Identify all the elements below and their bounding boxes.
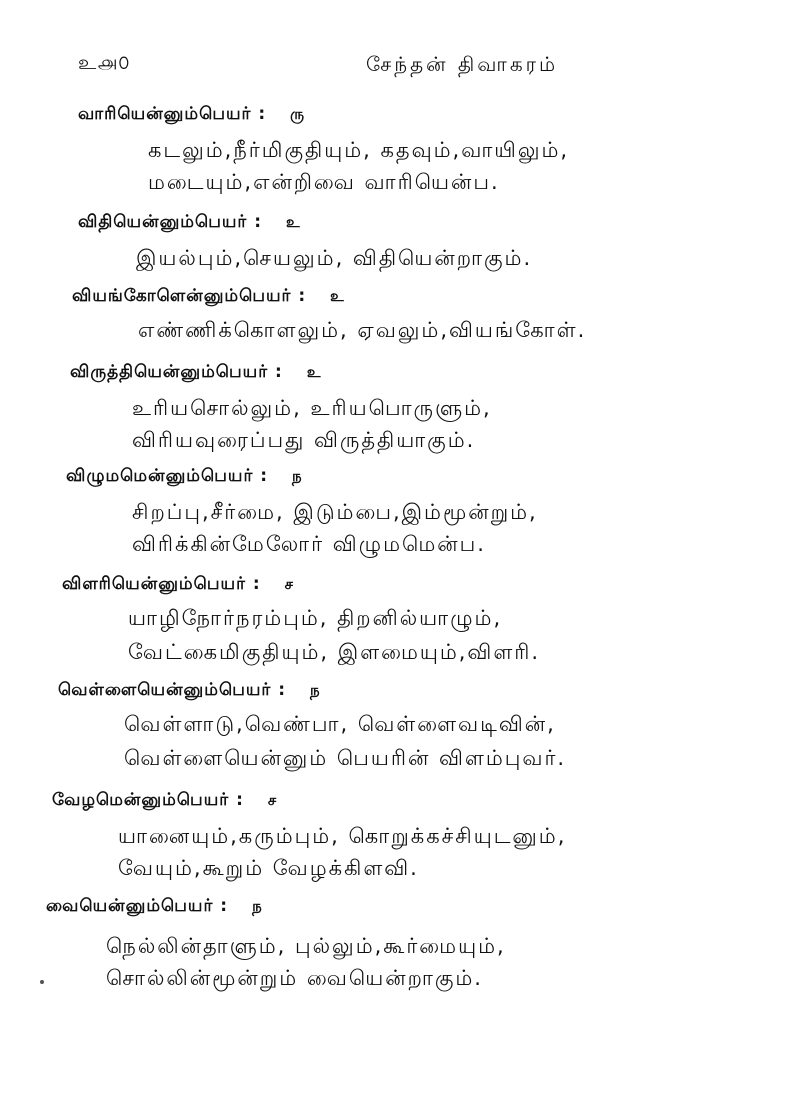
- entry-heading: [78, 212, 301, 234]
- verse-line: இயல்பும்,செயலும், விதியென்றாகும்.: [136, 246, 533, 270]
- heading-text: விழுமமென்னும்பெயர் :: [66, 466, 269, 486]
- synonym-count: ந: [310, 681, 321, 699]
- verse-line: வேட்கைமிகுதியும், இளமையும்,விளரி.: [128, 640, 541, 664]
- verse-line: சொல்லின்மூன்றும் வையென்றாகும்.: [106, 966, 483, 990]
- verse-line: விரியவுரைப்பது விருத்தியாகும்.: [132, 428, 476, 452]
- verse-line: யானையும்,கரும்பும், கொறுக்கச்சியுடனும்,: [118, 824, 567, 848]
- synonym-count: உ: [306, 363, 322, 381]
- verse-line: யாழிநோர்நரம்பும், திறனில்யாழும்,: [128, 606, 503, 630]
- entry-heading: [78, 104, 305, 126]
- ink-speck: [40, 980, 44, 984]
- entry-heading: [70, 362, 321, 384]
- synonym-count: ச: [284, 575, 294, 593]
- entry-heading: [66, 466, 303, 488]
- heading-text: வையென்னும்பெயர் :: [46, 896, 229, 916]
- heading-text: விருத்தியென்னும்பெயர் :: [70, 362, 283, 382]
- heading-text: வெள்ளையென்னும்பெயர் :: [58, 680, 287, 700]
- heading-text: வாரியென்னும்பெயர் :: [78, 104, 267, 124]
- verse-line: சிறப்பு,சீர்மை, இடும்பை,இம்மூன்றும்,: [132, 500, 538, 524]
- heading-text: விளரியென்னும்பெயர் :: [62, 574, 261, 594]
- entry-heading: [62, 574, 294, 596]
- verse-line: எண்ணிக்கொளலும், ஏவலும்,வியங்கோள்.: [138, 318, 587, 342]
- entry-heading: [52, 790, 277, 812]
- page-number: உ௮௦: [78, 50, 131, 74]
- verse-line: உரியசொல்லும், உரியபொருளும்,: [132, 396, 492, 420]
- synonym-count: உ: [330, 287, 345, 305]
- entry-heading: [58, 680, 321, 702]
- verse-line: வெள்ளாடு,வெண்பா, வெள்ளைவடிவின்,: [124, 712, 556, 736]
- heading-text: வேழமென்னும்பெயர் :: [52, 790, 244, 810]
- verse-line: நெல்லின்தாளும், புல்லும்,கூர்மையும்,: [106, 934, 506, 958]
- entry-heading: [72, 286, 345, 308]
- heading-text: விதியென்னும்பெயர் :: [78, 212, 263, 232]
- running-title: சேந்தன் திவாகரம்: [366, 52, 559, 76]
- synonym-count: உ: [286, 213, 301, 231]
- verse-line: மடையும்,என்றிவை வாரியென்ப.: [148, 170, 500, 194]
- heading-text: வியங்கோளென்னும்பெயர் :: [72, 286, 307, 306]
- synonym-count: ரு: [290, 105, 306, 123]
- synonym-count: ந: [292, 467, 303, 485]
- entry-heading: [46, 896, 263, 918]
- synonym-count: ச: [267, 791, 278, 809]
- synonym-count: ந: [252, 897, 263, 915]
- verse-line: விரிக்கின்மேலோர் விழுமமென்ப.: [132, 532, 486, 556]
- verse-line: வெள்ளையென்னும் பெயரின் விளம்புவர்.: [124, 746, 567, 770]
- verse-line: கடலும்,நீர்மிகுதியும், கதவும்,வாயிலும்,: [148, 138, 570, 162]
- verse-line: வேயும்,கூறும் வேழக்கிளவி.: [118, 856, 419, 880]
